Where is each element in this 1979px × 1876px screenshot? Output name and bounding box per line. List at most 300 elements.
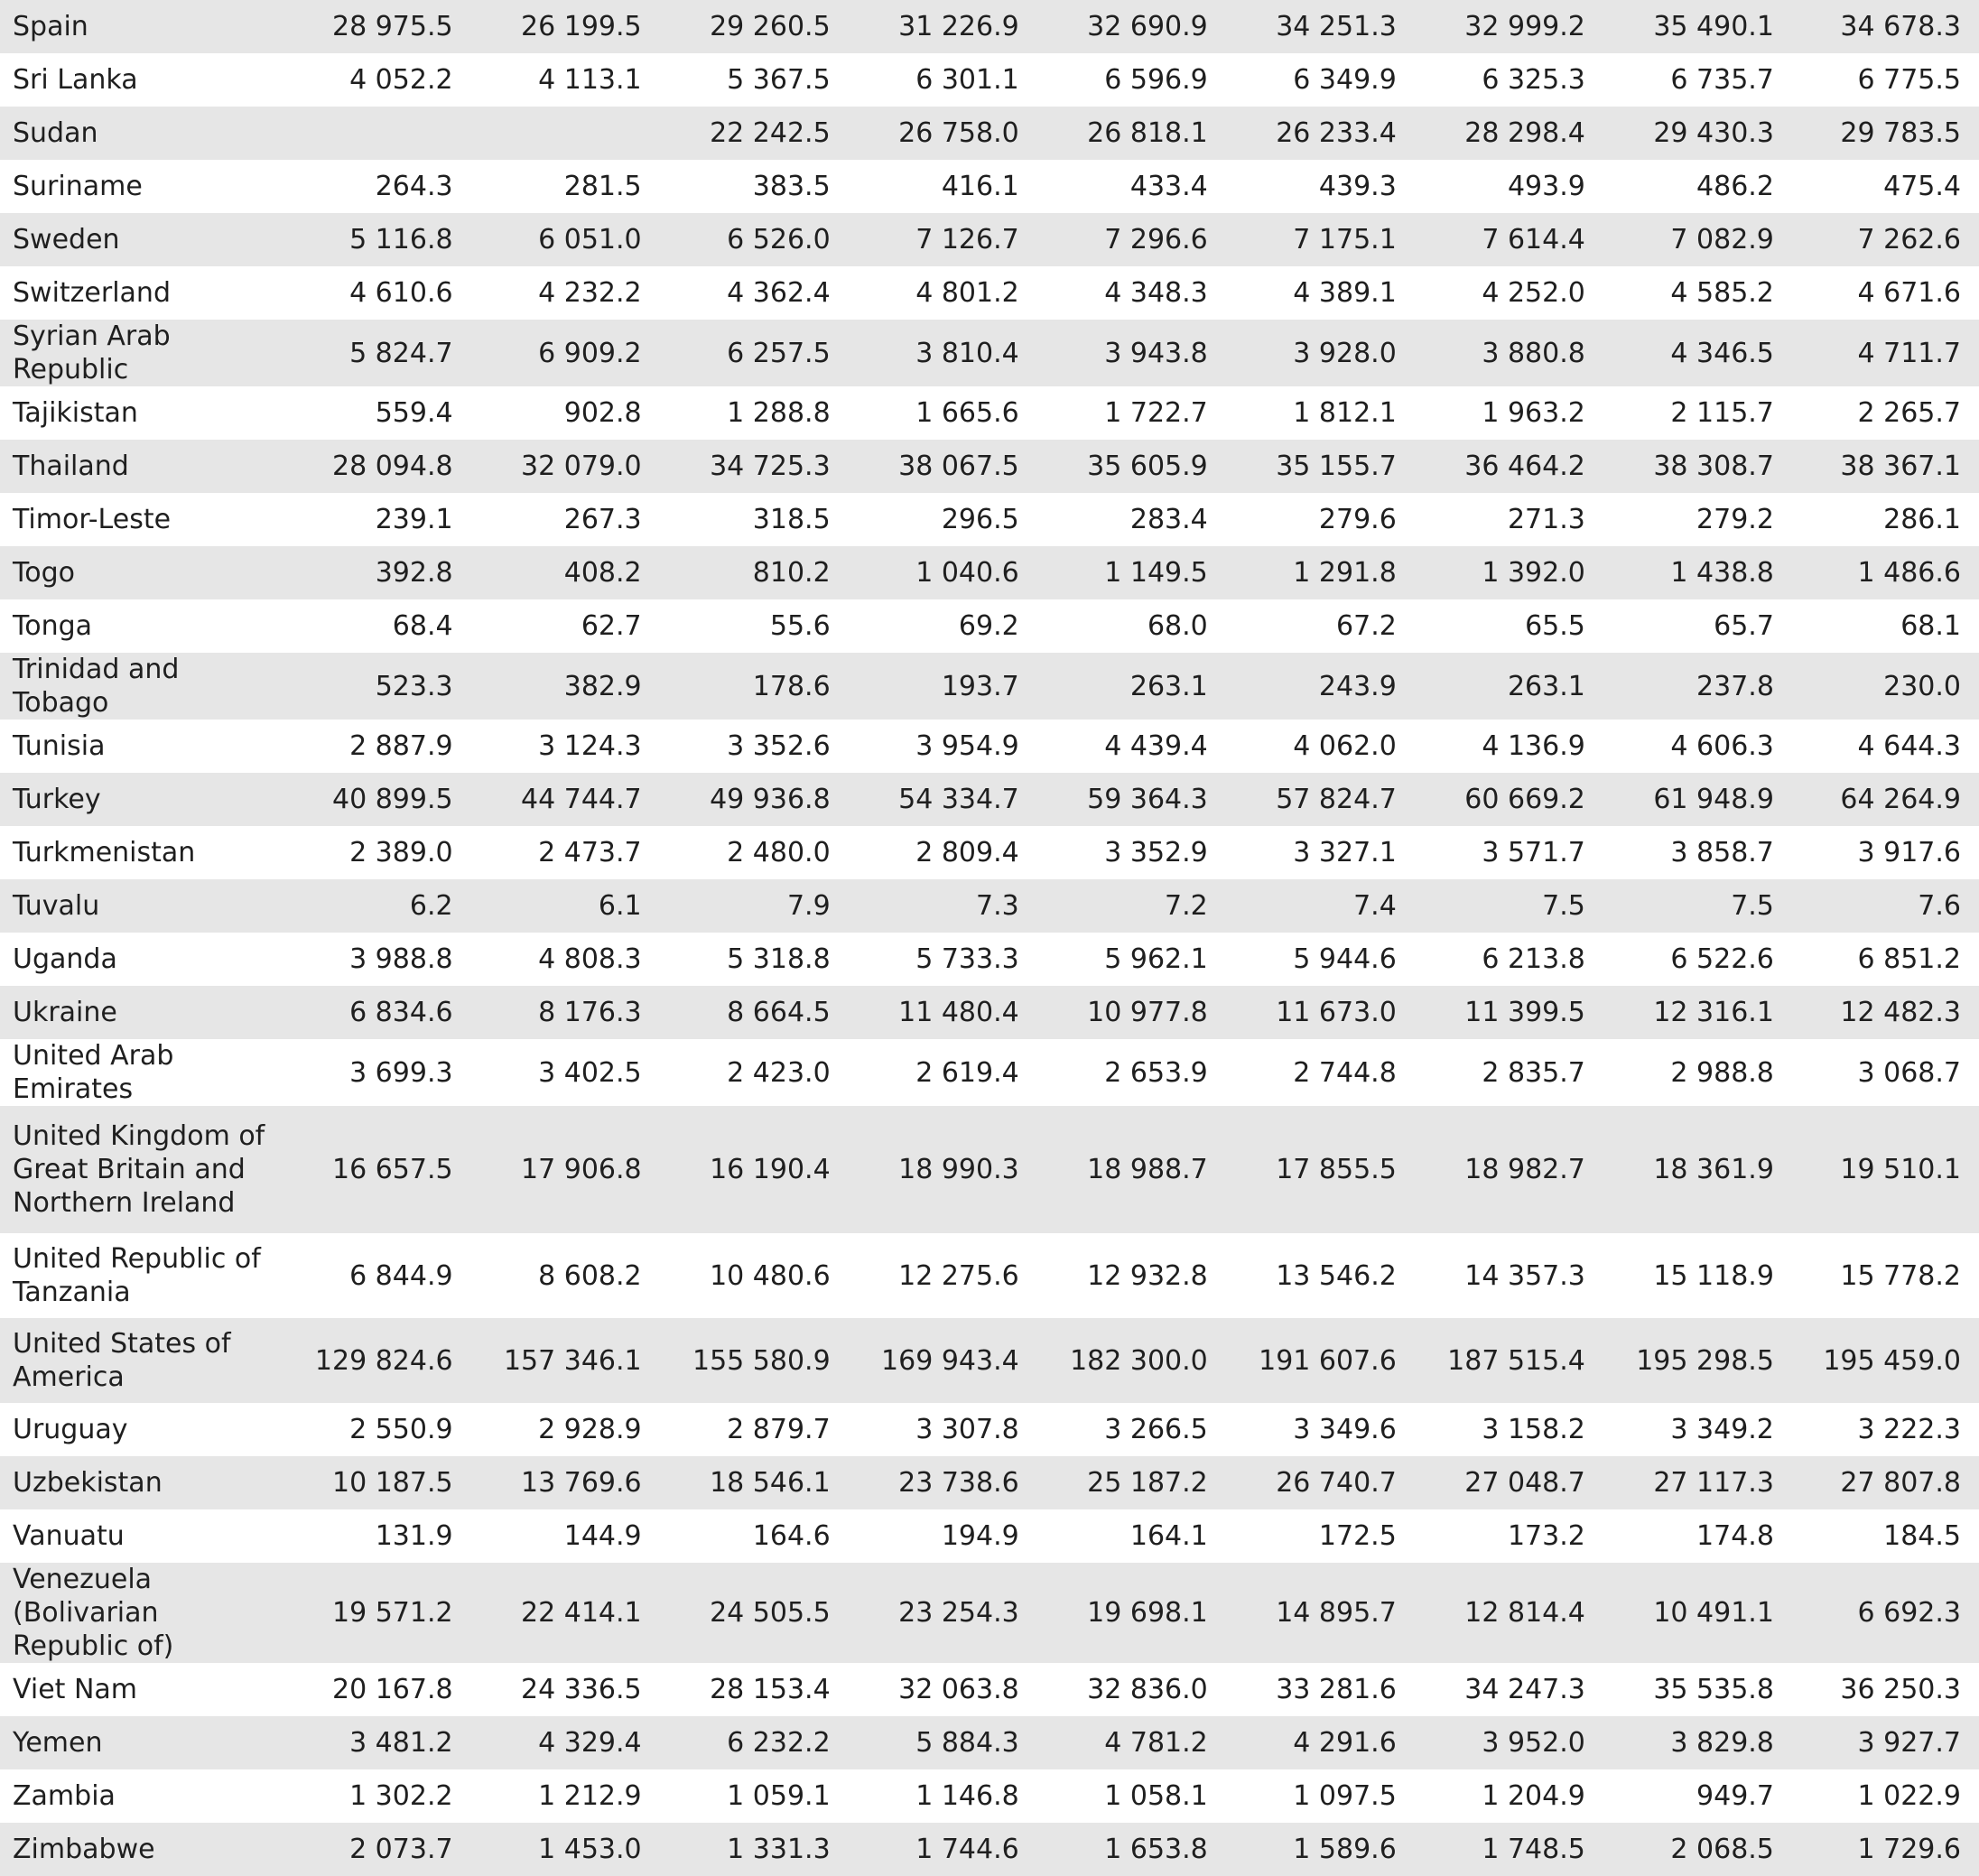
country-name-cell: Tajikistan — [0, 386, 281, 440]
value-cell: 4 329.4 — [469, 1716, 658, 1769]
country-name-cell: Sweden — [0, 213, 281, 266]
value-cell: 6 834.6 — [281, 986, 469, 1039]
value-cell: 5 884.3 — [847, 1716, 1036, 1769]
country-name-cell: Switzerland — [0, 266, 281, 320]
table-row — [0, 107, 1979, 160]
value-cell: 54 334.7 — [847, 773, 1036, 826]
value-cell: 3 349.6 — [1224, 1403, 1413, 1456]
value-cell: 34 725.3 — [658, 440, 847, 493]
value-cell: 1 059.1 — [658, 1769, 847, 1823]
value-cell: 1 022.9 — [1790, 1769, 1979, 1823]
value-cell: 1 729.6 — [1790, 1823, 1979, 1876]
value-cell: 1 288.8 — [658, 386, 847, 440]
country-name-cell: Tonga — [0, 599, 281, 653]
value-cell: 7.5 — [1602, 879, 1790, 933]
value-cell: 4 808.3 — [469, 933, 658, 986]
value-cell: 7.4 — [1224, 879, 1413, 933]
value-cell: 5 733.3 — [847, 933, 1036, 986]
value-cell: 6 522.6 — [1602, 933, 1790, 986]
value-cell: 11 480.4 — [847, 986, 1036, 1039]
value-cell: 286.1 — [1790, 493, 1979, 546]
value-cell: 2 835.7 — [1413, 1039, 1602, 1106]
table-row — [0, 160, 1979, 213]
table-row — [0, 1039, 1979, 1106]
value-cell: 7 614.4 — [1413, 213, 1602, 266]
value-cell: 230.0 — [1790, 653, 1979, 720]
value-cell: 26 740.7 — [1224, 1456, 1413, 1509]
value-cell: 23 738.6 — [847, 1456, 1036, 1509]
country-name-cell: Uganda — [0, 933, 281, 986]
value-cell: 6.2 — [281, 879, 469, 933]
value-cell: 6 526.0 — [658, 213, 847, 266]
value-cell: 27 807.8 — [1790, 1456, 1979, 1509]
value-cell: 279.6 — [1224, 493, 1413, 546]
country-name-cell: Turkmenistan — [0, 826, 281, 879]
value-cell: 29 783.5 — [1790, 107, 1979, 160]
value-cell: 4 291.6 — [1224, 1716, 1413, 1769]
country-name-cell: Syrian Arab Republic — [0, 320, 281, 386]
value-cell: 1 097.5 — [1224, 1769, 1413, 1823]
value-cell: 2 265.7 — [1790, 386, 1979, 440]
value-cell: 7.6 — [1790, 879, 1979, 933]
value-cell: 12 814.4 — [1413, 1563, 1602, 1663]
value-cell: 174.8 — [1602, 1509, 1790, 1563]
value-cell: 7.2 — [1036, 879, 1224, 933]
value-cell: 3 917.6 — [1790, 826, 1979, 879]
value-cell: 28 094.8 — [281, 440, 469, 493]
value-cell: 18 982.7 — [1413, 1106, 1602, 1233]
value-cell: 7 175.1 — [1224, 213, 1413, 266]
country-name-cell: Timor-Leste — [0, 493, 281, 546]
country-name-cell: Ukraine — [0, 986, 281, 1039]
value-cell: 4 801.2 — [847, 266, 1036, 320]
table-row — [0, 1318, 1979, 1403]
value-cell: 6 909.2 — [469, 320, 658, 386]
value-cell: 1 331.3 — [658, 1823, 847, 1876]
value-cell: 36 250.3 — [1790, 1663, 1979, 1716]
value-cell: 3 928.0 — [1224, 320, 1413, 386]
value-cell: 1 748.5 — [1413, 1823, 1602, 1876]
value-cell: 169 943.4 — [847, 1318, 1036, 1403]
table-row — [0, 0, 1979, 53]
country-name-cell: Venezuela (Bolivarian Republic of) — [0, 1563, 281, 1663]
value-cell: 184.5 — [1790, 1509, 1979, 1563]
value-cell: 3 327.1 — [1224, 826, 1413, 879]
value-cell: 49 936.8 — [658, 773, 847, 826]
table-row — [0, 1563, 1979, 1663]
value-cell: 144.9 — [469, 1509, 658, 1563]
value-cell: 22 242.5 — [658, 107, 847, 160]
value-cell: 6 775.5 — [1790, 53, 1979, 107]
value-cell: 18 990.3 — [847, 1106, 1036, 1233]
value-cell: 3 352.6 — [658, 720, 847, 773]
value-cell: 8 664.5 — [658, 986, 847, 1039]
country-name-cell: Uzbekistan — [0, 1456, 281, 1509]
value-cell: 131.9 — [281, 1509, 469, 1563]
value-cell: 34 247.3 — [1413, 1663, 1602, 1716]
country-name-cell: Turkey — [0, 773, 281, 826]
value-cell: 4 052.2 — [281, 53, 469, 107]
value-cell: 4 711.7 — [1790, 320, 1979, 386]
country-name-cell: Zambia — [0, 1769, 281, 1823]
value-cell: 31 226.9 — [847, 0, 1036, 53]
value-cell: 40 899.5 — [281, 773, 469, 826]
value-cell: 4 252.0 — [1413, 266, 1602, 320]
value-cell: 2 068.5 — [1602, 1823, 1790, 1876]
value-cell: 7 082.9 — [1602, 213, 1790, 266]
value-cell: 7 262.6 — [1790, 213, 1979, 266]
value-cell: 24 505.5 — [658, 1563, 847, 1663]
value-cell: 408.2 — [469, 546, 658, 599]
value-cell: 14 357.3 — [1413, 1233, 1602, 1318]
value-cell: 164.6 — [658, 1509, 847, 1563]
value-cell: 296.5 — [847, 493, 1036, 546]
value-cell: 3 068.7 — [1790, 1039, 1979, 1106]
value-cell: 14 895.7 — [1224, 1563, 1413, 1663]
value-cell: 279.2 — [1602, 493, 1790, 546]
value-cell: 173.2 — [1413, 1509, 1602, 1563]
value-cell: 1 058.1 — [1036, 1769, 1224, 1823]
value-cell: 493.9 — [1413, 160, 1602, 213]
value-cell: 129 824.6 — [281, 1318, 469, 1403]
table-row — [0, 546, 1979, 599]
value-cell: 7 296.6 — [1036, 213, 1224, 266]
value-cell: 1 212.9 — [469, 1769, 658, 1823]
value-cell: 172.5 — [1224, 1509, 1413, 1563]
country-name-cell: Togo — [0, 546, 281, 599]
value-cell: 433.4 — [1036, 160, 1224, 213]
value-cell: 3 988.8 — [281, 933, 469, 986]
value-cell: 20 167.8 — [281, 1663, 469, 1716]
value-cell: 3 571.7 — [1413, 826, 1602, 879]
value-cell: 6 851.2 — [1790, 933, 1979, 986]
value-cell: 15 118.9 — [1602, 1233, 1790, 1318]
country-name-cell: Suriname — [0, 160, 281, 213]
country-name-cell: Sudan — [0, 107, 281, 160]
table-row — [0, 879, 1979, 933]
value-cell: 1 204.9 — [1413, 1769, 1602, 1823]
value-cell: 65.5 — [1413, 599, 1602, 653]
value-cell: 35 490.1 — [1602, 0, 1790, 53]
value-cell: 6 232.2 — [658, 1716, 847, 1769]
value-cell: 195 298.5 — [1602, 1318, 1790, 1403]
value-cell: 6 692.3 — [1790, 1563, 1979, 1663]
table-row — [0, 1233, 1979, 1318]
value-cell: 263.1 — [1413, 653, 1602, 720]
value-cell: 27 117.3 — [1602, 1456, 1790, 1509]
value-cell: 68.0 — [1036, 599, 1224, 653]
value-cell: 1 963.2 — [1413, 386, 1602, 440]
table-row — [0, 386, 1979, 440]
value-cell: 5 962.1 — [1036, 933, 1224, 986]
value-cell: 5 116.8 — [281, 213, 469, 266]
value-cell: 28 298.4 — [1413, 107, 1602, 160]
value-cell: 902.8 — [469, 386, 658, 440]
value-cell: 2 653.9 — [1036, 1039, 1224, 1106]
table-row — [0, 440, 1979, 493]
country-name-cell: Trinidad and Tobago — [0, 653, 281, 720]
value-cell: 64 264.9 — [1790, 773, 1979, 826]
value-cell — [469, 107, 658, 160]
table-row — [0, 826, 1979, 879]
value-cell — [281, 107, 469, 160]
value-cell: 2 473.7 — [469, 826, 658, 879]
table-row — [0, 720, 1979, 773]
value-cell: 2 887.9 — [281, 720, 469, 773]
value-cell: 1 486.6 — [1790, 546, 1979, 599]
value-cell: 194.9 — [847, 1509, 1036, 1563]
value-cell: 2 073.7 — [281, 1823, 469, 1876]
value-cell: 32 836.0 — [1036, 1663, 1224, 1716]
value-cell: 1 744.6 — [847, 1823, 1036, 1876]
value-cell: 383.5 — [658, 160, 847, 213]
value-cell: 26 233.4 — [1224, 107, 1413, 160]
country-name-cell: Sri Lanka — [0, 53, 281, 107]
value-cell: 57 824.7 — [1224, 773, 1413, 826]
table-row — [0, 213, 1979, 266]
value-cell: 68.4 — [281, 599, 469, 653]
value-cell: 3 927.7 — [1790, 1716, 1979, 1769]
value-cell: 65.7 — [1602, 599, 1790, 653]
value-cell: 28 153.4 — [658, 1663, 847, 1716]
value-cell: 3 307.8 — [847, 1403, 1036, 1456]
value-cell: 392.8 — [281, 546, 469, 599]
value-cell: 2 879.7 — [658, 1403, 847, 1456]
value-cell: 13 769.6 — [469, 1456, 658, 1509]
value-cell: 5 824.7 — [281, 320, 469, 386]
value-cell: 35 155.7 — [1224, 440, 1413, 493]
value-cell: 187 515.4 — [1413, 1318, 1602, 1403]
value-cell: 2 619.4 — [847, 1039, 1036, 1106]
value-cell: 3 158.2 — [1413, 1403, 1602, 1456]
value-cell: 6.1 — [469, 879, 658, 933]
value-cell: 32 063.8 — [847, 1663, 1036, 1716]
value-cell: 263.1 — [1036, 653, 1224, 720]
value-cell: 6 596.9 — [1036, 53, 1224, 107]
country-name-cell: Tunisia — [0, 720, 281, 773]
value-cell: 2 550.9 — [281, 1403, 469, 1456]
value-cell: 32 690.9 — [1036, 0, 1224, 53]
value-cell: 4 610.6 — [281, 266, 469, 320]
value-cell: 6 325.3 — [1413, 53, 1602, 107]
value-cell: 416.1 — [847, 160, 1036, 213]
value-cell: 26 199.5 — [469, 0, 658, 53]
value-cell: 4 389.1 — [1224, 266, 1413, 320]
value-cell: 6 301.1 — [847, 53, 1036, 107]
value-cell: 4 348.3 — [1036, 266, 1224, 320]
value-cell: 13 546.2 — [1224, 1233, 1413, 1318]
value-cell: 7 126.7 — [847, 213, 1036, 266]
value-cell: 1 291.8 — [1224, 546, 1413, 599]
value-cell: 182 300.0 — [1036, 1318, 1224, 1403]
country-name-cell: United Arab Emirates — [0, 1039, 281, 1106]
value-cell: 34 251.3 — [1224, 0, 1413, 53]
value-cell: 3 829.8 — [1602, 1716, 1790, 1769]
value-cell: 3 954.9 — [847, 720, 1036, 773]
value-cell: 6 213.8 — [1413, 933, 1602, 986]
value-cell: 6 257.5 — [658, 320, 847, 386]
value-cell: 12 932.8 — [1036, 1233, 1224, 1318]
table-row — [0, 1509, 1979, 1563]
value-cell: 60 669.2 — [1413, 773, 1602, 826]
table-row — [0, 986, 1979, 1039]
country-name-cell: United Republic of Tanzania — [0, 1233, 281, 1318]
country-name-cell: Tuvalu — [0, 879, 281, 933]
value-cell: 44 744.7 — [469, 773, 658, 826]
value-cell: 1 040.6 — [847, 546, 1036, 599]
value-cell: 19 698.1 — [1036, 1563, 1224, 1663]
value-cell: 157 346.1 — [469, 1318, 658, 1403]
value-cell: 4 585.2 — [1602, 266, 1790, 320]
value-cell: 3 481.2 — [281, 1716, 469, 1769]
value-cell: 4 346.5 — [1602, 320, 1790, 386]
value-cell: 38 367.1 — [1790, 440, 1979, 493]
value-cell: 810.2 — [658, 546, 847, 599]
value-cell: 4 671.6 — [1790, 266, 1979, 320]
value-cell: 237.8 — [1602, 653, 1790, 720]
value-cell: 1 722.7 — [1036, 386, 1224, 440]
value-cell: 6 735.7 — [1602, 53, 1790, 107]
table-row — [0, 1456, 1979, 1509]
value-cell: 10 491.1 — [1602, 1563, 1790, 1663]
value-cell: 4 232.2 — [469, 266, 658, 320]
value-cell: 4 781.2 — [1036, 1716, 1224, 1769]
value-cell: 7.3 — [847, 879, 1036, 933]
value-cell: 10 977.8 — [1036, 986, 1224, 1039]
country-name-cell: Viet Nam — [0, 1663, 281, 1716]
value-cell: 3 699.3 — [281, 1039, 469, 1106]
value-cell: 16 657.5 — [281, 1106, 469, 1233]
value-cell: 32 999.2 — [1413, 0, 1602, 53]
value-cell: 4 113.1 — [469, 53, 658, 107]
value-cell: 195 459.0 — [1790, 1318, 1979, 1403]
value-cell: 3 858.7 — [1602, 826, 1790, 879]
value-cell: 3 402.5 — [469, 1039, 658, 1106]
value-cell: 35 535.8 — [1602, 1663, 1790, 1716]
value-cell: 4 644.3 — [1790, 720, 1979, 773]
value-cell: 178.6 — [658, 653, 847, 720]
value-cell: 164.1 — [1036, 1509, 1224, 1563]
value-cell: 382.9 — [469, 653, 658, 720]
table-row — [0, 493, 1979, 546]
value-cell: 3 952.0 — [1413, 1716, 1602, 1769]
value-cell: 6 844.9 — [281, 1233, 469, 1318]
value-cell: 10 187.5 — [281, 1456, 469, 1509]
value-cell: 475.4 — [1790, 160, 1979, 213]
table-row — [0, 320, 1979, 386]
value-cell: 267.3 — [469, 493, 658, 546]
value-cell: 1 149.5 — [1036, 546, 1224, 599]
value-cell: 3 880.8 — [1413, 320, 1602, 386]
value-cell: 19 571.2 — [281, 1563, 469, 1663]
value-cell: 29 430.3 — [1602, 107, 1790, 160]
value-cell: 949.7 — [1602, 1769, 1790, 1823]
value-cell: 3 943.8 — [1036, 320, 1224, 386]
value-cell: 1 453.0 — [469, 1823, 658, 1876]
value-cell: 1 589.6 — [1224, 1823, 1413, 1876]
value-cell: 4 606.3 — [1602, 720, 1790, 773]
country-name-cell: Uruguay — [0, 1403, 281, 1456]
value-cell: 61 948.9 — [1602, 773, 1790, 826]
value-cell: 4 136.9 — [1413, 720, 1602, 773]
value-cell: 1 146.8 — [847, 1769, 1036, 1823]
value-cell: 1 302.2 — [281, 1769, 469, 1823]
value-cell: 3 124.3 — [469, 720, 658, 773]
value-cell: 3 349.2 — [1602, 1403, 1790, 1456]
value-cell: 2 928.9 — [469, 1403, 658, 1456]
value-cell: 318.5 — [658, 493, 847, 546]
value-cell: 11 673.0 — [1224, 986, 1413, 1039]
value-cell: 1 653.8 — [1036, 1823, 1224, 1876]
value-cell: 18 361.9 — [1602, 1106, 1790, 1233]
value-cell: 6 349.9 — [1224, 53, 1413, 107]
value-cell: 6 051.0 — [469, 213, 658, 266]
value-cell: 281.5 — [469, 160, 658, 213]
value-cell: 523.3 — [281, 653, 469, 720]
value-cell: 264.3 — [281, 160, 469, 213]
value-cell: 155 580.9 — [658, 1318, 847, 1403]
value-cell: 15 778.2 — [1790, 1233, 1979, 1318]
value-cell: 5 318.8 — [658, 933, 847, 986]
table-row — [0, 1769, 1979, 1823]
value-cell: 3 266.5 — [1036, 1403, 1224, 1456]
value-cell: 5 367.5 — [658, 53, 847, 107]
value-cell: 1 438.8 — [1602, 546, 1790, 599]
value-cell: 3 352.9 — [1036, 826, 1224, 879]
value-cell: 67.2 — [1224, 599, 1413, 653]
value-cell: 19 510.1 — [1790, 1106, 1979, 1233]
value-cell: 59 364.3 — [1036, 773, 1224, 826]
value-cell: 7.5 — [1413, 879, 1602, 933]
value-cell: 27 048.7 — [1413, 1456, 1602, 1509]
country-name-cell: Thailand — [0, 440, 281, 493]
value-cell: 17 906.8 — [469, 1106, 658, 1233]
value-cell: 2 744.8 — [1224, 1039, 1413, 1106]
value-cell: 271.3 — [1413, 493, 1602, 546]
value-cell: 559.4 — [281, 386, 469, 440]
value-cell: 1 665.6 — [847, 386, 1036, 440]
value-cell: 62.7 — [469, 599, 658, 653]
value-cell: 25 187.2 — [1036, 1456, 1224, 1509]
value-cell: 23 254.3 — [847, 1563, 1036, 1663]
value-cell: 4 439.4 — [1036, 720, 1224, 773]
value-cell: 38 067.5 — [847, 440, 1036, 493]
value-cell: 69.2 — [847, 599, 1036, 653]
value-cell: 35 605.9 — [1036, 440, 1224, 493]
country-name-cell: Yemen — [0, 1716, 281, 1769]
value-cell: 12 482.3 — [1790, 986, 1979, 1039]
table-row — [0, 599, 1979, 653]
value-cell: 239.1 — [281, 493, 469, 546]
value-cell: 2 389.0 — [281, 826, 469, 879]
value-cell: 283.4 — [1036, 493, 1224, 546]
value-cell: 68.1 — [1790, 599, 1979, 653]
value-cell: 2 988.8 — [1602, 1039, 1790, 1106]
value-cell: 12 316.1 — [1602, 986, 1790, 1039]
value-cell: 16 190.4 — [658, 1106, 847, 1233]
value-cell: 1 392.0 — [1413, 546, 1602, 599]
country-name-cell: United Kingdom of Great Britain and Northern Ireland — [0, 1106, 281, 1233]
value-cell: 2 809.4 — [847, 826, 1036, 879]
value-cell: 18 988.7 — [1036, 1106, 1224, 1233]
value-cell: 12 275.6 — [847, 1233, 1036, 1318]
table-row — [0, 1403, 1979, 1456]
table-row — [0, 773, 1979, 826]
value-cell: 36 464.2 — [1413, 440, 1602, 493]
value-cell: 2 480.0 — [658, 826, 847, 879]
value-cell: 17 855.5 — [1224, 1106, 1413, 1233]
value-cell: 1 812.1 — [1224, 386, 1413, 440]
